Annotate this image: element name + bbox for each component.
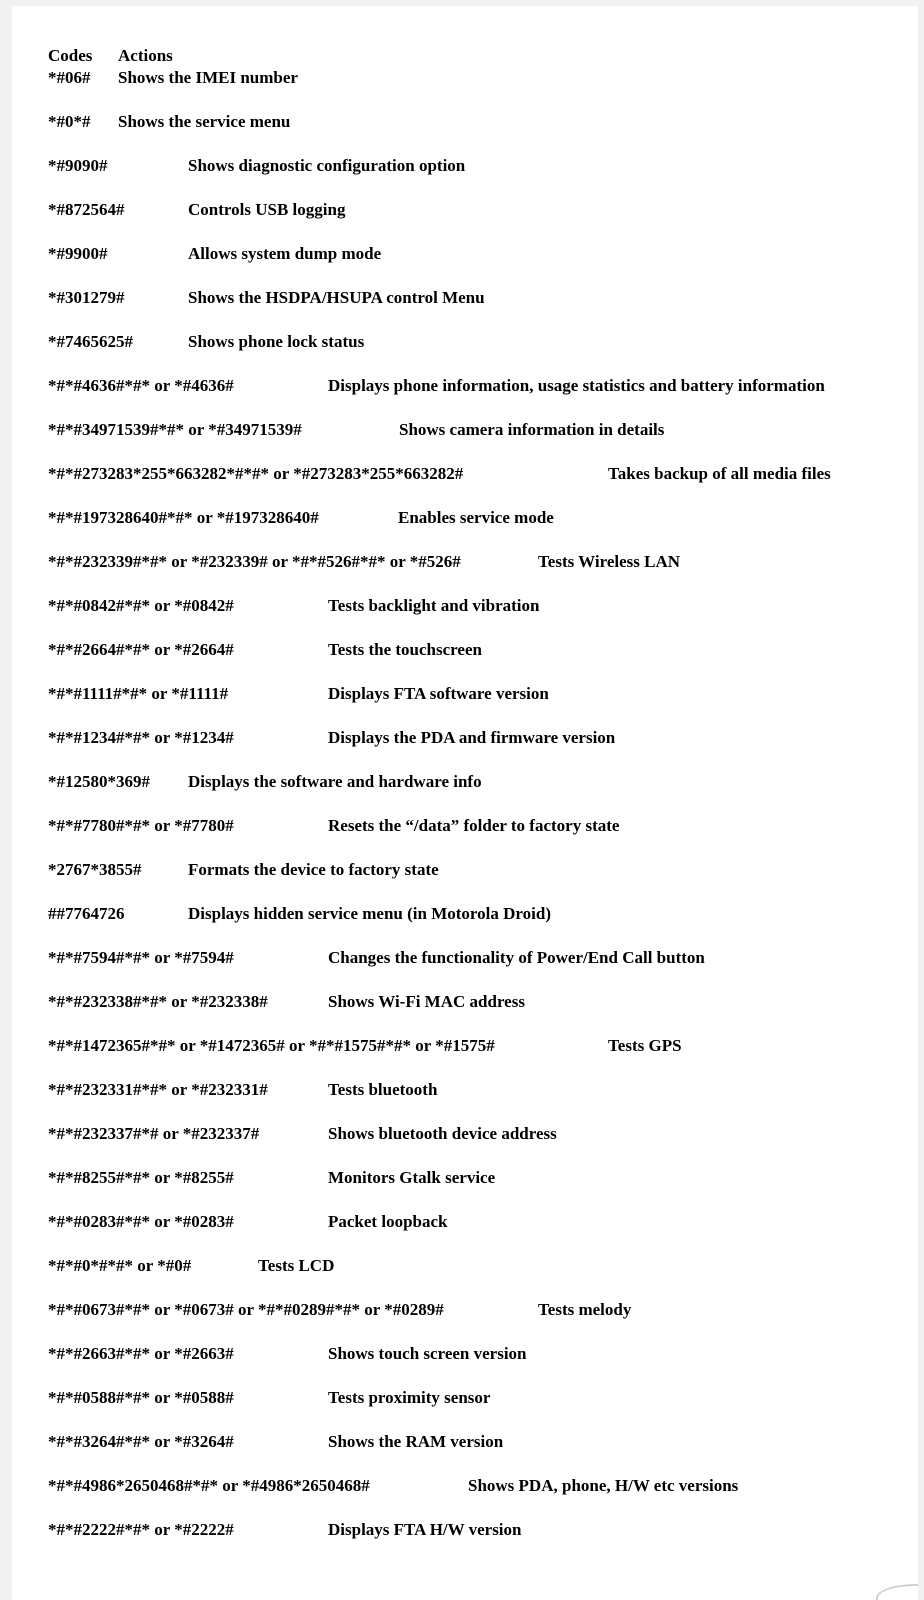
code-action: Formats the device to factory state xyxy=(188,860,439,879)
code-value: *#301279# xyxy=(48,288,125,307)
code-value: *#*#232337#*# or *#232337# xyxy=(48,1124,260,1143)
code-value: *#*#7594#*#* or *#7594# xyxy=(48,948,234,967)
code-action: Shows PDA, phone, H/W etc versions xyxy=(468,1476,739,1495)
code-value: *#9900# xyxy=(48,244,108,263)
code-value: *#*#1111#*#* or *#1111# xyxy=(48,684,229,703)
code-action: Displays FTA software version xyxy=(328,684,549,703)
code-action: Displays the PDA and firmware version xyxy=(328,728,616,747)
code-value: *#*#2222#*#* or *#2222# xyxy=(48,1520,234,1539)
code-action: Shows camera information in details xyxy=(399,420,665,439)
code-action: Shows the RAM version xyxy=(328,1432,504,1451)
code-action: Tests GPS xyxy=(608,1036,682,1055)
code-value: *#*#0283#*#* or *#0283# xyxy=(48,1212,234,1231)
code-value: *#*#1234#*#* or *#1234# xyxy=(48,728,234,747)
code-action: Shows diagnostic configuration option xyxy=(188,156,466,175)
code-action: Tests proximity sensor xyxy=(328,1388,491,1407)
code-value: *#*#232338#*#* or *#232338# xyxy=(48,992,268,1011)
code-value: *#9090# xyxy=(48,156,108,175)
code-action: Displays hidden service menu (in Motorola Droid) xyxy=(188,904,551,923)
code-value: *2767*3855# xyxy=(48,860,142,879)
code-action: Takes backup of all media files xyxy=(608,464,831,483)
code-action: Packet loopback xyxy=(328,1212,448,1231)
document-page xyxy=(12,6,918,1600)
code-value: *#7465625# xyxy=(48,332,133,351)
codes-header: Codes xyxy=(48,46,93,65)
code-value: *#06# xyxy=(48,68,91,87)
code-value: *#*#34971539#*#* or *#34971539# xyxy=(48,420,302,439)
code-action: Resets the “/data” folder to factory state xyxy=(328,816,620,835)
code-value: *#*#1472365#*#* or *#1472365# or *#*#1575#*#* or *#1575# xyxy=(48,1036,495,1055)
code-action: Tests Wireless LAN xyxy=(538,552,681,571)
code-action: Shows phone lock status xyxy=(188,332,365,351)
code-action: Shows the IMEI number xyxy=(118,68,298,87)
code-action: Shows the service menu xyxy=(118,112,291,131)
code-value: *#*#7780#*#* or *#7780# xyxy=(48,816,234,835)
code-action: Tests backlight and vibration xyxy=(328,596,540,615)
code-action: Displays FTA H/W version xyxy=(328,1520,522,1539)
code-value: *#*#197328640#*#* or *#197328640# xyxy=(48,508,319,527)
code-action: Displays the software and hardware info xyxy=(188,772,482,791)
code-action: Shows Wi-Fi MAC address xyxy=(328,992,525,1011)
code-value: *#*#232339#*#* or *#232339# or *#*#526#*#* or *#526# xyxy=(48,552,461,571)
code-value: *#*#8255#*#* or *#8255# xyxy=(48,1168,234,1187)
code-value: *#*#0842#*#* or *#0842# xyxy=(48,596,234,615)
code-action: Displays phone information, usage statistics and battery information xyxy=(328,376,825,395)
code-value: *#872564# xyxy=(48,200,125,219)
code-action: Tests LCD xyxy=(258,1256,335,1275)
code-action: Allows system dump mode xyxy=(188,244,382,263)
code-action: Tests melody xyxy=(538,1300,632,1319)
code-action: Monitors Gtalk service xyxy=(328,1168,496,1187)
code-value: *#12580*369# xyxy=(48,772,150,791)
page-curl-decoration xyxy=(876,1584,918,1600)
code-value: *#*#232331#*#* or *#232331# xyxy=(48,1080,268,1099)
code-value: *#*#0588#*#* or *#0588# xyxy=(48,1388,234,1407)
code-value: *#*#3264#*#* or *#3264# xyxy=(48,1432,234,1451)
code-action: Changes the functionality of Power/End Call button xyxy=(328,948,705,967)
code-value: *#*#2664#*#* or *#2664# xyxy=(48,640,234,659)
code-value: *#*#0673#*#* or *#0673# or *#*#0289#*#* or *#0289# xyxy=(48,1300,444,1319)
code-value: *#*#0*#*#* or *#0# xyxy=(48,1256,192,1275)
code-value: ##7764726 xyxy=(48,904,125,923)
code-value: *#*#4636#*#* or *#4636# xyxy=(48,376,234,395)
code-value: *#*#2663#*#* or *#2663# xyxy=(48,1344,234,1363)
code-value: *#0*# xyxy=(48,112,91,131)
code-action: Shows the HSDPA/HSUPA control Menu xyxy=(188,288,485,307)
code-action: Tests the touchscreen xyxy=(328,640,482,659)
code-action: Shows bluetooth device address xyxy=(328,1124,557,1143)
table-header xyxy=(48,46,173,66)
code-value: *#*#4986*2650468#*#* or *#4986*2650468# xyxy=(48,1476,370,1495)
code-action: Enables service mode xyxy=(398,508,554,527)
code-action: Controls USB logging xyxy=(188,200,346,219)
actions-header: Actions xyxy=(118,46,173,65)
code-action: Shows touch screen version xyxy=(328,1344,527,1363)
code-action: Tests bluetooth xyxy=(328,1080,438,1099)
code-value: *#*#273283*255*663282*#*#* or *#273283*255*663282# xyxy=(48,464,464,483)
